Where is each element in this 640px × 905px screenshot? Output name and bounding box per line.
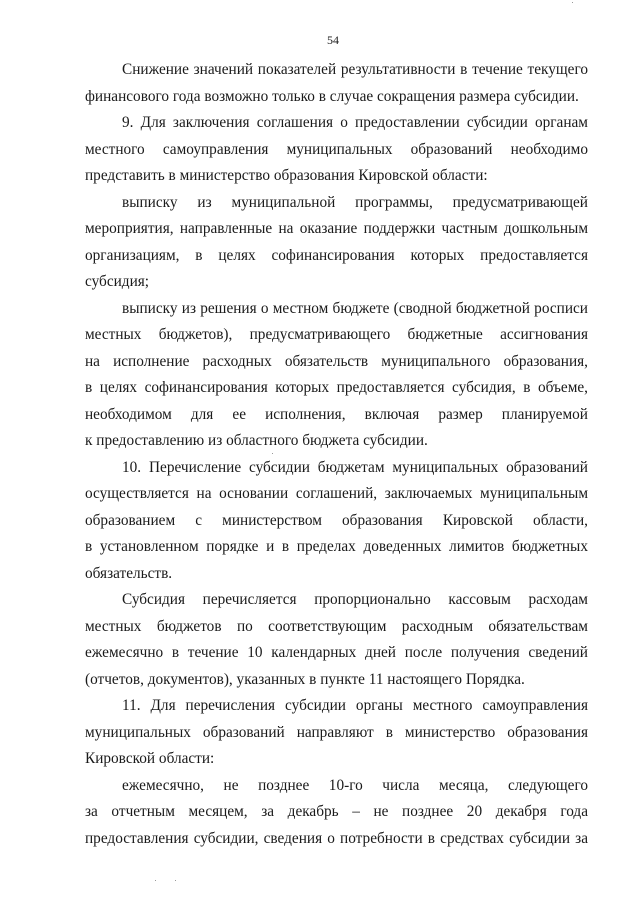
text-line: местных бюджетов), предусматривающего бюджетные ассигнования — [85, 326, 588, 343]
text-line: местного самоуправления муниципальных образований необходимо — [85, 140, 588, 158]
text-line: в целях софинансирования которых предоставляется субсидия, в объеме, — [85, 379, 588, 396]
text-line: необходимом для ее исполнения, включая размер планируемой — [85, 405, 588, 423]
text-line: Кировской области: — [85, 750, 215, 767]
text-line: Субсидия перечисляется пропорционально кассовым расходам — [122, 591, 588, 608]
text-line: (отчетов, документов), указанных в пункте 11 настоящего Порядка. — [85, 670, 525, 688]
text-line: местных бюджетов по соответствующим расходным обязательствам — [85, 617, 588, 635]
paragraph — [85, 190, 588, 296]
text-line: обязательств. — [85, 564, 173, 582]
paragraph — [85, 57, 588, 110]
text-line: образованием с министерством образования Кировской области, — [85, 511, 588, 529]
paragraph — [85, 110, 588, 190]
document-body — [85, 57, 588, 852]
text-line: в установленном порядке и в пределах доведенных лимитов бюджетных — [85, 538, 588, 555]
text-line: выписку из муниципальной программы, предусматривающей — [122, 193, 588, 211]
paragraph — [85, 773, 588, 853]
text-line: к предоставлению из областного бюджета субсидии. — [85, 432, 428, 449]
text-line: субсидия; — [85, 273, 150, 290]
scan-speck — [155, 880, 156, 881]
text-line: за отчетным месяцем, за декабрь – не позднее 20 декабря года — [85, 803, 588, 820]
text-line: осуществляется на основании соглашений, заключаемых муниципальным — [85, 485, 588, 502]
paragraph — [85, 693, 588, 773]
text-line: 11. Для перечисления субсидии органы местного самоуправления — [122, 697, 588, 714]
text-line: мероприятия, направленные на оказание поддержки частным дошкольным — [85, 220, 588, 237]
text-line: предоставления субсидии, сведения о потребности в средствах субсидии за — [85, 829, 588, 847]
text-line: ежемесячно в течение 10 календарных дней после получения сведений — [85, 644, 588, 661]
scan-speck — [175, 880, 176, 881]
text-line: 10. Перечисление субсидии бюджетам муниципальных образований — [122, 458, 588, 476]
text-line: на исполнение расходных обязательств муниципального образования, — [85, 352, 588, 370]
paragraph — [85, 296, 588, 455]
text-line: 9. Для заключения соглашения о предоставлении субсидии органам — [122, 114, 588, 131]
text-line: организациям, в целях софинансирования которых предоставляется — [85, 246, 588, 264]
scan-speck — [572, 2, 573, 3]
paragraph — [85, 455, 588, 588]
text-line: ежемесячно, не позднее 10-го числа месяца, следующего — [122, 776, 588, 794]
page-number: 54 — [327, 33, 339, 47]
text-line: Снижение значений показателей результативности в течение текущего — [122, 61, 588, 78]
paragraph — [85, 587, 588, 693]
text-line: представить в министерство образования Кировской области: — [85, 167, 488, 184]
scan-speck — [272, 453, 273, 454]
text-line: финансового года возможно только в случае сокращения размера субсидии. — [85, 87, 579, 105]
text-line: выписку из решения о местном бюджете (сводной бюджетной росписи — [122, 299, 588, 317]
text-line: муниципальных образований направляют в министерство образования — [85, 723, 588, 741]
